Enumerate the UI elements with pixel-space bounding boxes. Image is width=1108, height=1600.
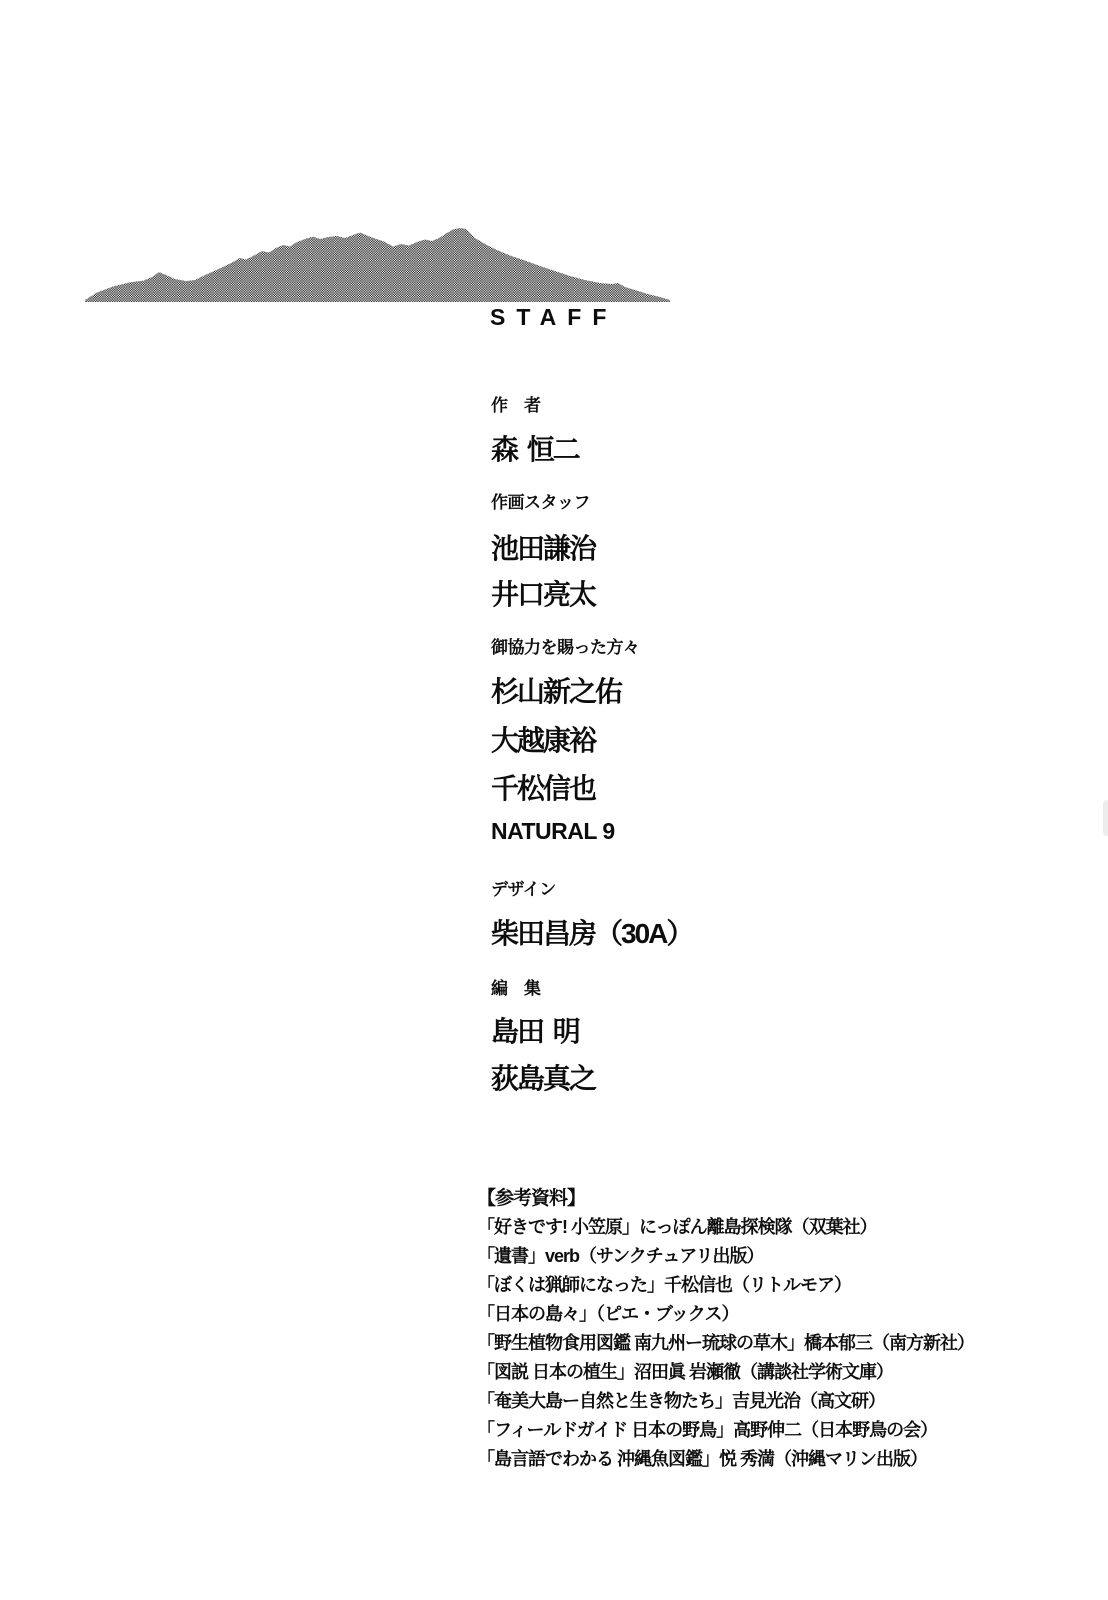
credit-name: NATURAL 9 (491, 818, 615, 844)
reference-item: 「日本の島々」（ピエ・ブックス） (477, 1304, 739, 1324)
reference-materials-section (477, 1184, 974, 1474)
credit-name: 井口亮太 (491, 579, 596, 610)
credit-name: 杉山新之佑 (491, 676, 622, 707)
island-outline (85, 228, 670, 302)
credit-name: 島田 明 (491, 1016, 579, 1047)
credit-name: 大越康裕 (491, 725, 596, 756)
credit-name: 荻島真之 (491, 1063, 596, 1094)
reference-item: 「遺書」verb（サンクチュアリ出版） (477, 1246, 764, 1266)
reference-item: 「奄美大島ー自然と生き物たち」吉見光治（高文研） (477, 1391, 885, 1411)
credit-name: 森 恒二 (491, 434, 579, 465)
reference-item: 「好きです! 小笠原」にっぽん離島探検隊（双葉社） (477, 1217, 877, 1237)
section-label-design: デザイン (491, 880, 556, 899)
section-label-editing: 編 集 (491, 979, 541, 998)
reference-item: 「島言語でわかる 沖縄魚図鑑」悦 秀満（沖縄マリン出版） (477, 1449, 927, 1469)
reference-item: 「フィールドガイド 日本の野鳥」高野伸二（日本野鳥の会） (477, 1420, 938, 1440)
credit-name: 池田謙治 (491, 533, 596, 564)
reference-item: 「図説 日本の植生」沼田眞 岩瀬徹（講談社学術文庫） (477, 1362, 893, 1382)
page-title: STAFF (490, 304, 618, 330)
section-label-cooperators: 御協力を賜った方々 (491, 638, 640, 657)
section-label-author: 作 者 (491, 396, 541, 415)
reference-heading: 【参考資料】 (477, 1188, 586, 1209)
credit-name: 千松信也 (491, 773, 596, 804)
island-silhouette-image (83, 224, 673, 304)
reference-item: 「野生植物食用図鑑 南九州ー琉球の草木」橋本郁三（南方新社） (477, 1333, 974, 1353)
credit-name: 柴田昌房（30A） (491, 918, 693, 949)
reference-item: 「ぼくは猟師になった」千松信也（リトルモア） (477, 1275, 851, 1295)
page-edge-scan-artifact (1103, 800, 1108, 836)
section-label-art-staff: 作画スタッフ (491, 493, 590, 512)
